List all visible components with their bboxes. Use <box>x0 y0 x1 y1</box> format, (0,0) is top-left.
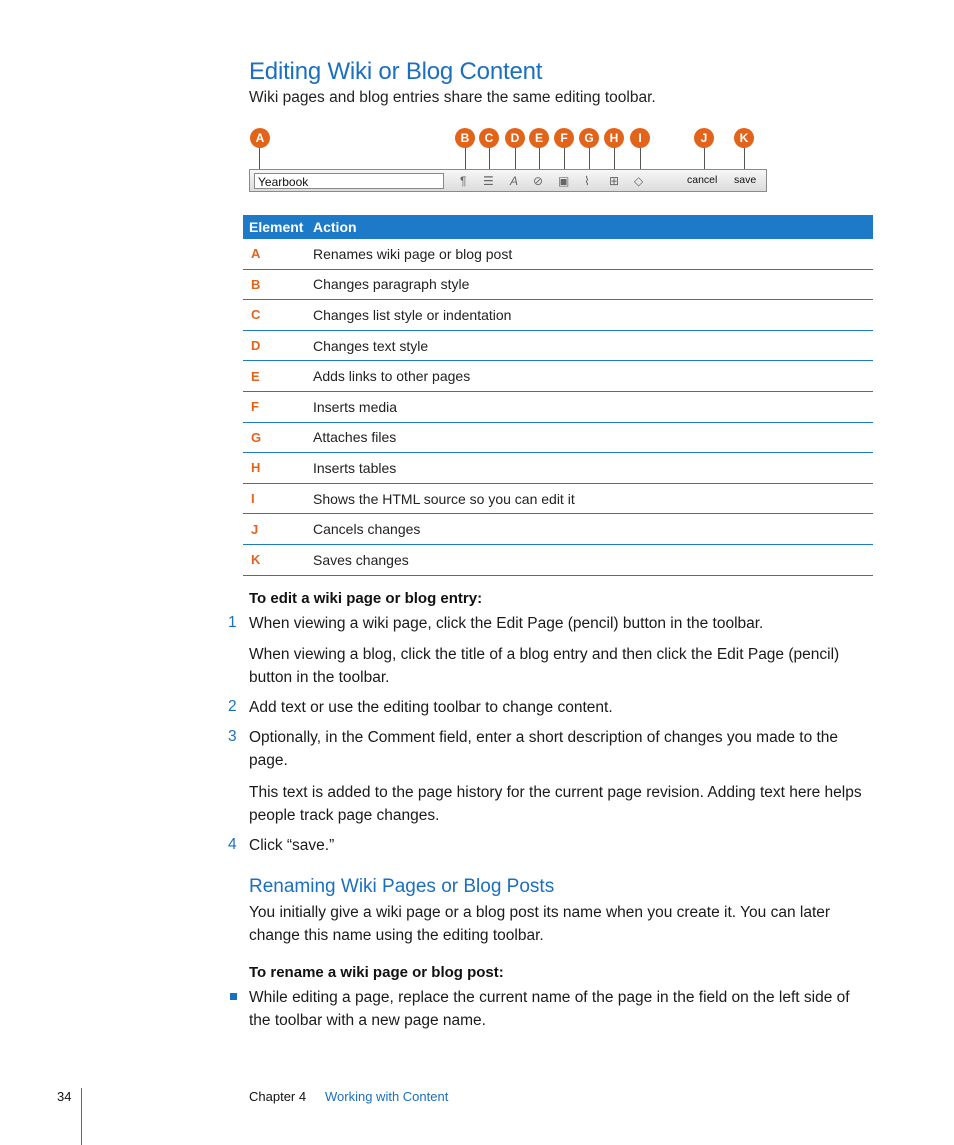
save-button[interactable]: save <box>734 174 757 186</box>
procedure-title: To rename a wiki page or blog post: <box>249 964 504 981</box>
page-name-field[interactable]: Yearbook <box>254 173 444 189</box>
html-source-icon[interactable]: ◇ <box>634 174 644 188</box>
intro-text: Wiki pages and blog entries share the same editing toolbar. <box>249 89 656 106</box>
callout-a: A <box>250 128 270 148</box>
page-title: Editing Wiki or Blog Content <box>249 58 543 85</box>
step-note: When viewing a blog, click the title of a blog entry and then click the Edit Page (pencil) button in the toolbar. <box>249 646 840 686</box>
element-action: Inserts media <box>307 391 873 422</box>
step-note: This text is added to the page history for the current page revision. Adding text here helps people track page changes. <box>249 784 862 824</box>
element-action: Inserts tables <box>307 453 873 484</box>
table-row <box>243 514 873 545</box>
bullet-icon <box>230 993 237 1000</box>
footer-chapter: Chapter 4 <box>249 1089 307 1104</box>
table-row <box>243 391 873 422</box>
table-row <box>243 269 873 300</box>
text-style-icon[interactable]: A <box>510 174 519 188</box>
element-letter: I <box>243 483 307 514</box>
callout-c: C <box>479 128 499 148</box>
callout-j: J <box>694 128 714 148</box>
table-icon[interactable]: ⊞ <box>609 174 620 188</box>
table-row <box>243 330 873 361</box>
step-text: Click “save.” <box>249 837 335 854</box>
callout-b: B <box>455 128 475 148</box>
table-row <box>243 483 873 514</box>
callout-e: E <box>529 128 549 148</box>
step-number: 3 <box>228 728 237 745</box>
element-letter: H <box>243 453 307 484</box>
element-action: Saves changes <box>307 544 873 575</box>
element-letter: K <box>243 544 307 575</box>
element-action: Shows the HTML source so you can edit it <box>307 483 873 514</box>
list-icon[interactable]: ☰ <box>483 174 494 188</box>
step-number: 4 <box>228 836 237 853</box>
table-row <box>243 239 873 269</box>
section-heading: Renaming Wiki Pages or Blog Posts <box>249 876 555 897</box>
footer-divider <box>81 1088 82 1145</box>
attach-icon[interactable]: ⌇ <box>584 174 590 188</box>
table-row <box>243 361 873 392</box>
step-text: Add text or use the editing toolbar to change content. <box>249 699 613 716</box>
element-action: Changes paragraph style <box>307 269 873 300</box>
procedure-title: To edit a wiki page or blog entry: <box>249 590 483 607</box>
table-header-action: Action <box>307 215 873 239</box>
element-letter: J <box>243 514 307 545</box>
callout-k: K <box>734 128 754 148</box>
callout-g: G <box>579 128 599 148</box>
table-row <box>243 544 873 575</box>
element-action: Changes list style or indentation <box>307 300 873 331</box>
link-icon[interactable]: ⊘ <box>533 174 544 188</box>
callout-h: H <box>604 128 624 148</box>
table-row <box>243 300 873 331</box>
table-row <box>243 453 873 484</box>
table-row <box>243 422 873 453</box>
element-action: Adds links to other pages <box>307 361 873 392</box>
element-letter: F <box>243 391 307 422</box>
element-letter: C <box>243 300 307 331</box>
section-intro: You initially give a wiki page or a blog post its name when you create it. You can later change this name using the editing toolbar. <box>249 904 831 944</box>
element-letter: B <box>243 269 307 300</box>
bullet-text: While editing a page, replace the current name of the page in the field on the left side of the toolbar with a new page name. <box>249 989 850 1029</box>
media-icon[interactable]: ▣ <box>558 174 570 188</box>
footer-chapter-title[interactable]: Working with Content <box>325 1089 449 1104</box>
callout-d: D <box>505 128 525 148</box>
element-action-table <box>243 215 873 576</box>
table-header-element: Element <box>243 215 307 239</box>
element-letter: D <box>243 330 307 361</box>
element-action: Attaches files <box>307 422 873 453</box>
element-letter: A <box>243 239 307 269</box>
element-letter: G <box>243 422 307 453</box>
paragraph-icon[interactable]: ¶ <box>460 174 467 188</box>
callout-i: I <box>630 128 650 148</box>
page-number: 34 <box>57 1089 72 1104</box>
step-text: Optionally, in the Comment field, enter a short description of changes you made to the page. <box>249 729 839 769</box>
step-number: 2 <box>228 698 237 715</box>
element-action: Cancels changes <box>307 514 873 545</box>
cancel-button[interactable]: cancel <box>687 174 718 186</box>
element-action: Changes text style <box>307 330 873 361</box>
callout-f: F <box>554 128 574 148</box>
step-text: When viewing a wiki page, click the Edit Page (pencil) button in the toolbar. <box>249 615 764 632</box>
element-letter: E <box>243 361 307 392</box>
step-number: 1 <box>228 614 237 631</box>
element-action: Renames wiki page or blog post <box>307 239 873 269</box>
